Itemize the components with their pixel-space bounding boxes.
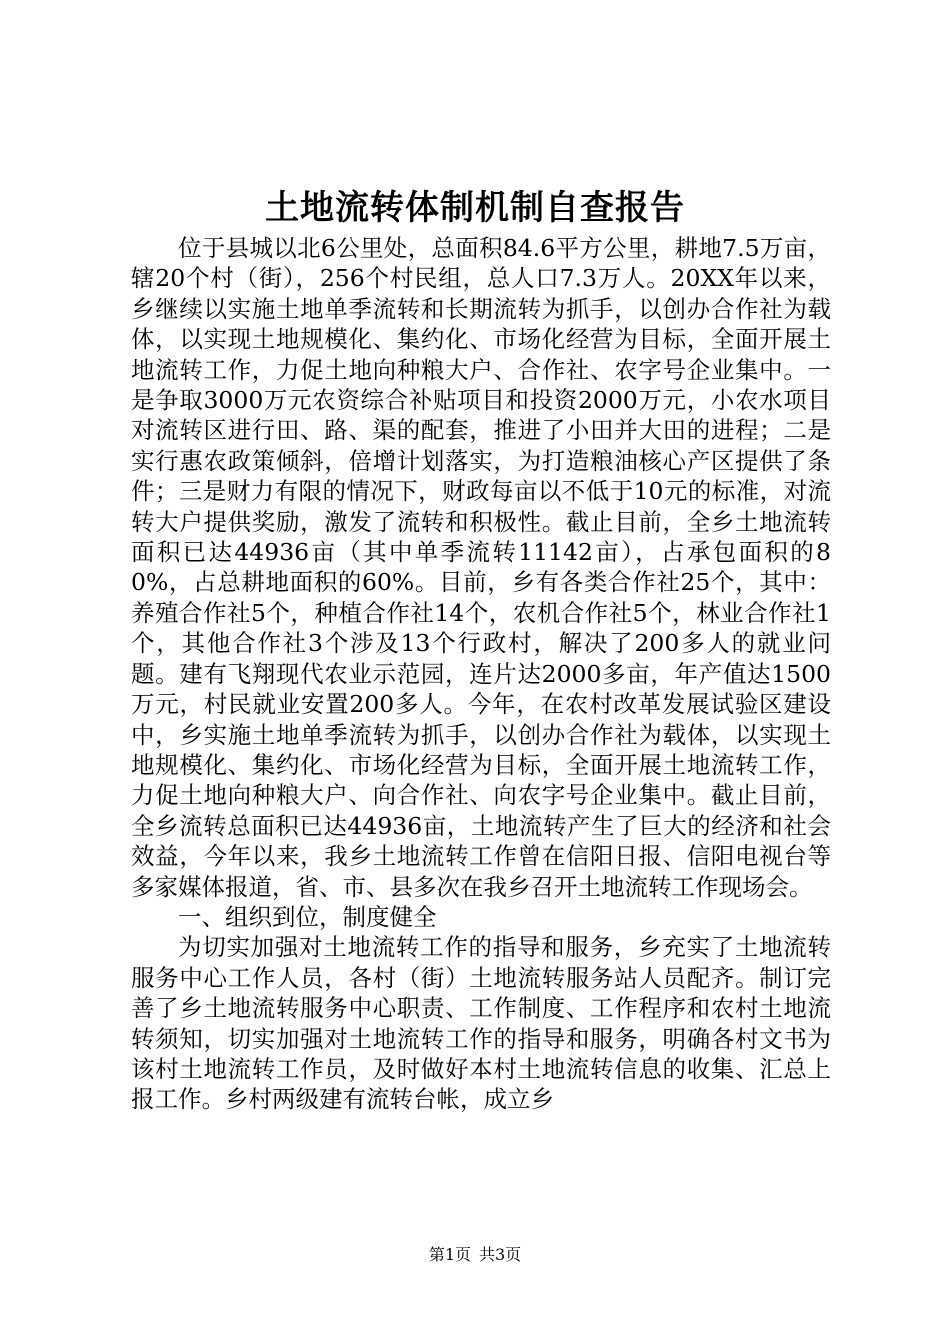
document-title: 土地流转体制机制自查报告 <box>265 188 685 228</box>
section-heading: 一、组织到位，制度健全 <box>178 902 437 931</box>
document-body <box>131 233 831 1115</box>
body-paragraph: 位于县城以北6公里处，总面积84.6平方公里，耕地7.5万亩，辖20个村（街），256个村民组，总人口7.3万人。20XX年以来，乡继续以实施土地单季流转和长期流转为抓手，以创办合作社为载体，以实现土地规模化、集约化、市场化经营为目标，全面开展土地流转工作，力促土地向种粮大户、合作社、农字号企业集中。一是争取3000万元农资综合补贴项目和投资2000万元，小农水项目对流转区进行田、路、渠的配套，推进了小田并大田的进程；二是实行惠农政策倾斜，倍增计划落实，为打造粮油核心产区提供了条件；三是财力有限的情况下，财政每亩以不低于10元的标准，对流转大户提供奖励，激发了流转和积极性。截止目前，全乡土地流转面积已达44936亩（其中单季流转11142亩），占承包面积的80%，占总耕地面积的60%。目前，乡有各类合作社25个，其中：养殖合作社5个，种植合作社14个，农机合作社5个，林业合作社1个，其他合作社3个涉及13个行政村，解决了200多人的就业问题。建有飞翔现代农业示范园，连片达2000多亩，年产值达1500万元，村民就业安置200多人。今年，在农村改革发展试验区建设中，乡实施土地单季流转为抓手，以创办合作社为载体，以实现土地规模化、集约化、市场化经营为目标，全面开展土地流转工作，力促土地向种粮大户、向合作社、向农字号企业集中。截止目前，全乡流转总面积已达44936亩，土地流转产生了巨大的经济和社会效益，今年以来，我乡土地流转工作曾在信阳日报、信阳电视台等多家媒体报道，省、市、县多次在我乡召开土地流转工作现场会。 <box>131 234 831 901</box>
page-footer <box>0 1243 950 1267</box>
page-total: 共3页 <box>479 1245 522 1264</box>
page-number: 第1页 <box>428 1245 471 1264</box>
body-paragraph: 为切实加强对土地流转工作的指导和服务，乡充实了土地流转服务中心工作人员，各村（街）土地流转服务站人员配齐。制订完善了乡土地流转服务中心职责、工作制度、工作程序和农村土地流转须知，切实加强对土地流转工作的指导和服务，明确各村文书为该村土地流转工作员，及时做好本村土地流转信息的收集、汇总上报工作。乡村两级建有流转台帐，成立乡 <box>131 933 831 1114</box>
